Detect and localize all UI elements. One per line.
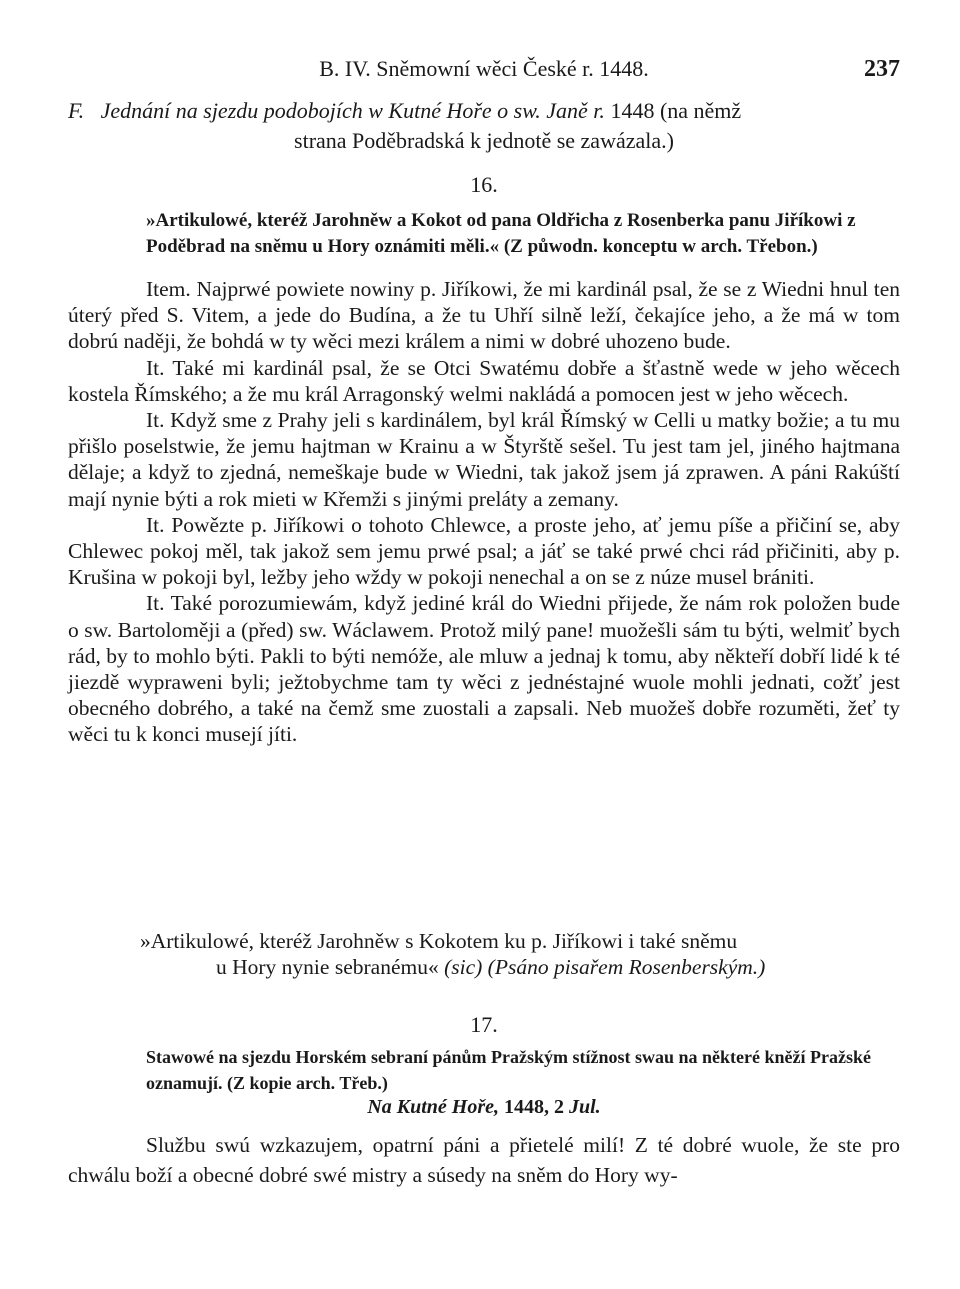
document-number-17: 17. <box>470 1012 498 1037</box>
paragraph: Službu swú wzkazujem, opatrní páni a přietelé milí! Z té dobré wuole, že ste pro chwálu boží a obecné dobré swé mistry a súsedy na sněm do Hory wy- <box>68 1133 900 1187</box>
headnote-17-text: Stawowé na sjezdu Horském sebraní pánům Pražským stížnost swau na některé kněží Pražské oznamují. (Z kopie arch. Třeb.) <box>146 1047 871 1093</box>
paragraph: It. Také porozumiewám, když jediné král do Wiedni přijede, že nám rok položen bude o sw. Bartoloměji a (před) sw. Wáclawem. Protož milý pane! muožešli sám tu býti, welmiť bych rád, by to mohlo býti. Pakli to býti nemóže, ale mluw a jednaj k tomu, aby někteří dobří lidé k té jiezdě wypraweni byli; ježtobychme tam ty wěci z jednéstajné wuole mohli jednati, cožť jest obecného dobrého, a také na čemž sme zuostali a zapsali. Neb muožeš dobře rozuměti, žeť ty wěci tu k konci musejí jíti. <box>68 591 900 747</box>
document-number-16: 16. <box>470 172 498 197</box>
section-title-italic: Jednání na sjezdu podobojích w Kutné Hoře o sw. Janě r. <box>100 98 605 123</box>
paragraph: It. Také mi kardinál psal, že se Otci Swatému dobře a šťastně wede w jeho wěcech kostela Římského; a že mu král Arragonský welmi nakládá a pomocen jest w jeho wěcech. <box>68 355 900 406</box>
closing-line-2-italic: (sic) (Psáno pisařem Rosenberským.) <box>444 955 766 979</box>
dateline-place: Na Kutné Hoře, <box>367 1096 499 1118</box>
dateline-month: Jul. <box>569 1096 601 1118</box>
paragraph: Item. Najprwé powiete nowiny p. Jiříkowi, že mi kardinál psal, že se z Wiedni hnul ten úterý před S. Vitem, a jede do Budína, a že tu Uhří silně leží, čekajíce jeho, a že má w tom dobrú naději, že bohdá w ty wěci mezi králem a nimi w dobré uhozeno bude. <box>68 277 900 354</box>
closing-line-1: »Artikulowé, kteréž Jarohněw s Kokotem ku p. Jiříkowi i také sněmu <box>140 929 738 953</box>
running-title: B. IV. Sněmowní wěci České r. 1448. <box>319 56 649 81</box>
running-head <box>68 56 900 88</box>
section-title <box>68 96 900 156</box>
closing-line-2 <box>140 954 900 980</box>
paragraph: It. Powězte p. Jiříkowi o tohoto Chlewce, a proste jeho, ať jemu píše a přičiní se, aby Chlewec pokoj měl, tak jakož sem jemu prwé psal; a jáť se také prwé chci rád přičiniti, aby p. Krušina w pokoji byl, ležby jeho wždy w pokoji nenechal a on se z núze musel brániti. <box>68 512 900 590</box>
section-title-tail: 1448 (na němž <box>610 98 742 123</box>
page-number: 237 <box>864 56 900 82</box>
dateline-date: 1448, 2 <box>504 1096 564 1118</box>
dateline-17 <box>68 1096 900 1119</box>
document-16-closing <box>140 928 900 980</box>
headnote-17 <box>68 1044 900 1096</box>
document-17-body <box>68 1130 900 1190</box>
closing-line-2-roman: u Hory nynie sebranému« <box>216 955 439 979</box>
document-16-body <box>68 276 900 748</box>
section-label: F. <box>68 98 85 123</box>
headnote-16-text: »Artikulowé, kteréž Jarohněw a Kokot od pana Oldřicha z Rosenberka panu Jiříkowi z Poděbrad na sněmu u Hory oznámiti měli.« (Z půwodn. konceptu w arch. Třebon.) <box>146 210 856 257</box>
paragraph: It. Když sme z Prahy jeli s kardinálem, byl král Římský w Celli u matky božie; a tu mu přišlo poselstwie, že jemu hajtman w Krainu a w Štyrště sešel. Tu jest tam jel, jiného hajtmana dělaje; a když to zjedná, nemeškaje bude w Wiedni, tak jakož jsem já zprawen. A páni Rakúští mají nynie býti a rok mieti w Křemži s jinými preláty a zemany. <box>68 408 900 511</box>
headnote-16 <box>68 208 900 260</box>
section-title-line2: strana Poděbradská k jednotě se zawázala.) <box>294 128 674 153</box>
